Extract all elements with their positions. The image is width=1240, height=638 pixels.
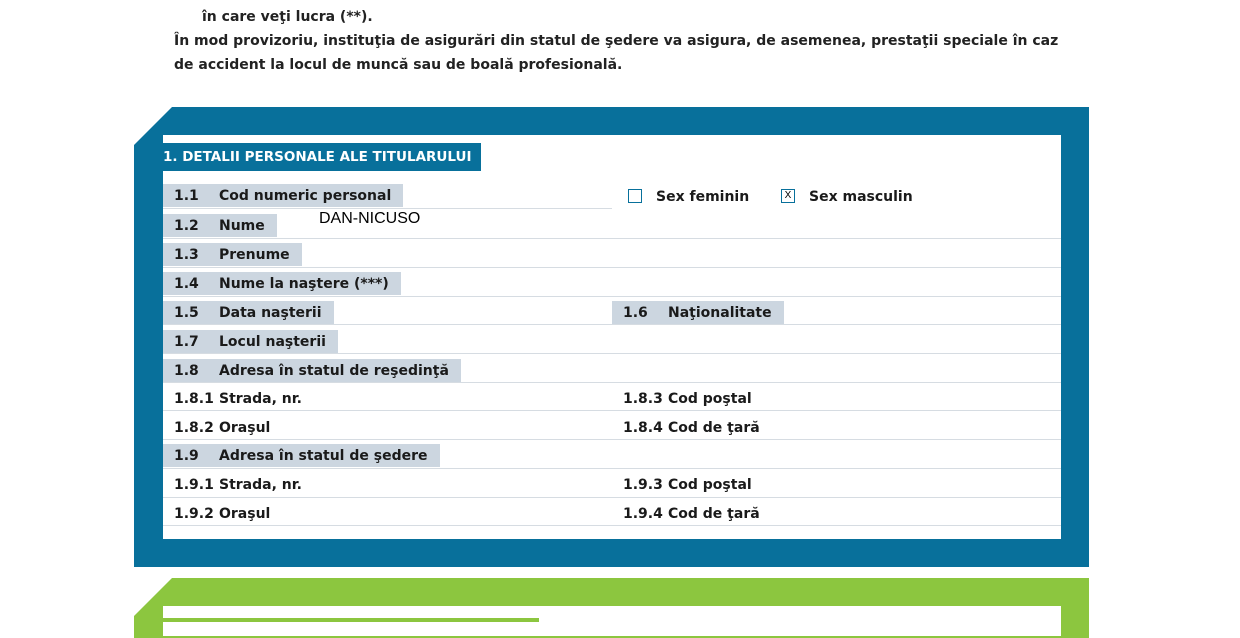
field-number: 1.9 [174,448,199,464]
field-label-text: Data naşterii [219,305,322,321]
field-cod-postal-resedinta-input[interactable] [755,388,1050,408]
field-nationalitate-label [612,301,784,324]
field-label-text: Prenume [219,247,290,263]
field-number: 1.4 [174,276,199,292]
field-nume-label [163,214,277,237]
field-label-text: Strada, nr. [219,391,302,407]
field-label-text: Locul naşterii [219,334,326,350]
field-data-nasterii-label [163,301,334,324]
field-label-text: Naţionalitate [668,305,772,321]
row-divider [163,468,1061,469]
intro-line-3: de accident la locul de muncă sau de boală profesională. [174,57,623,73]
field-number: 1.2 [174,218,199,234]
row-divider [163,296,1061,297]
field-number: 1.1 [174,188,199,204]
field-number: 1.8.2 [174,420,214,436]
field-cod-tara-sedere-label [612,502,772,525]
field-label-text: Oraşul [219,420,271,436]
field-label-text: Cod poştal [668,477,752,493]
checkbox-sex-feminin-label: Sex feminin [656,189,750,205]
field-locul-nasterii-label [163,330,338,353]
field-number: 1.8 [174,363,199,379]
field-number: 1.5 [174,305,199,321]
intro-line-2: În mod provizoriu, instituţia de asigurări din statul de şedere va asigura, de asemenea, prestaţii speciale în caz [174,33,1059,49]
field-oras-sedere-input[interactable] [280,503,600,523]
row-divider [163,208,612,209]
field-number: 1.9.1 [174,477,214,493]
field-label-text: Oraşul [219,506,271,522]
section-1-title-text: 1. DETALII PERSONALE ALE TITULARULUI [163,149,472,165]
field-number: 1.6 [623,305,648,321]
checkbox-sex-feminin[interactable] [628,189,642,203]
field-number: 1.7 [174,334,199,350]
section-1-title [163,143,481,171]
field-nationalitate-input[interactable] [785,302,1050,322]
field-number: 1.3 [174,247,199,263]
field-data-nasterii-input[interactable] [330,302,600,322]
field-cod-tara-resedinta-label [612,416,772,439]
field-cod-postal-sedere-label [612,473,764,496]
field-label-text: Cod poştal [668,391,752,407]
field-strada-sedere-input[interactable] [300,474,600,494]
field-oras-resedinta-input[interactable] [280,417,600,437]
field-label-text: Adresa în statul de şedere [219,448,428,464]
field-adresa-resedinta-header [163,359,461,382]
field-oras-resedinta-label [163,416,282,439]
field-strada-resedinta-label [163,387,314,410]
field-prenume-label [163,243,302,266]
checkbox-sex-masculin-label: Sex masculin [809,189,913,205]
field-locul-nasterii-input[interactable] [335,331,1050,351]
field-nume-nastere-input[interactable] [400,273,1050,293]
field-label-text: Cod de ţară [668,420,760,436]
field-nume-nastere-label [163,272,401,295]
field-cod-postal-resedinta-label [612,387,764,410]
row-divider [163,238,1061,239]
field-number: 1.8.1 [174,391,214,407]
field-label-text: Nume [219,218,265,234]
field-cnp-input[interactable] [400,186,600,206]
field-label-text: Adresa în statul de reşedinţă [219,363,449,379]
checkbox-sex-masculin[interactable]: X [781,189,795,203]
field-number: 1.9.4 [623,506,663,522]
field-cod-postal-sedere-input[interactable] [755,474,1050,494]
field-label-text: Cod de ţară [668,506,760,522]
field-number: 1.9.3 [623,477,663,493]
field-label-text: Nume la naştere (***) [219,276,389,292]
field-label-text: Cod numeric personal [219,188,392,204]
field-adresa-sedere-header [163,444,440,467]
row-divider [163,267,1061,268]
field-nume-input[interactable]: DAN-NICUSO [319,210,421,227]
row-divider [163,497,1061,498]
field-cod-tara-sedere-input[interactable] [760,503,1050,523]
field-cod-tara-resedinta-input[interactable] [760,417,1050,437]
section-2-title-bar [163,618,539,622]
field-prenume-input[interactable] [310,244,1050,264]
field-cnp-label [163,184,403,207]
field-number: 1.8.3 [623,391,663,407]
field-number: 1.9.2 [174,506,214,522]
field-oras-sedere-label [163,502,282,525]
field-label-text: Strada, nr. [219,477,302,493]
field-strada-sedere-label [163,473,314,496]
field-number: 1.8.4 [623,420,663,436]
field-strada-resedinta-input[interactable] [300,388,600,408]
intro-line-1: în care veţi lucra (**). [202,9,373,25]
